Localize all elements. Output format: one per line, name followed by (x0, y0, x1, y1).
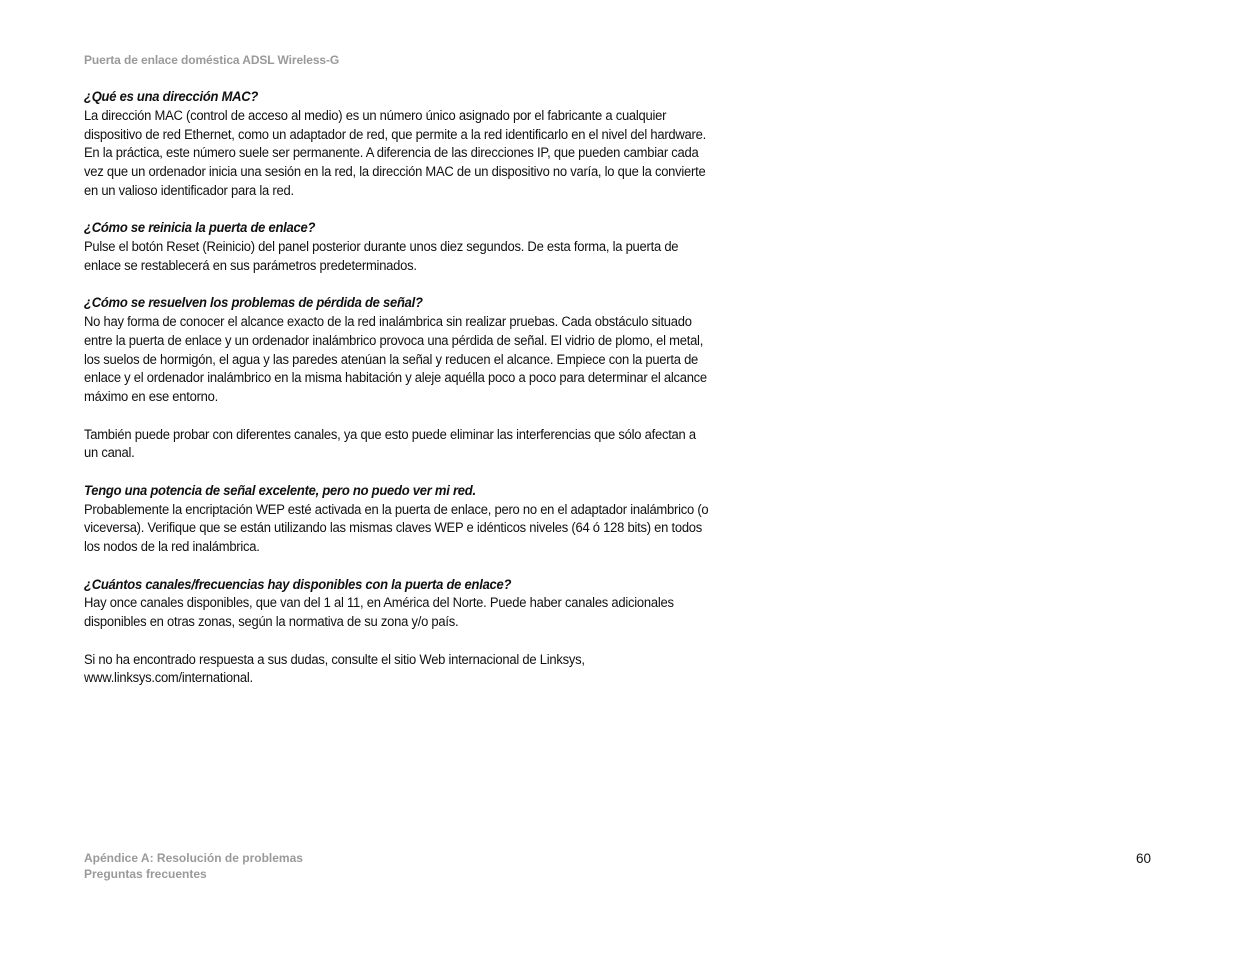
faq-question: ¿Cuántos canales/frecuencias hay disponibles con la puerta de enlace? (84, 576, 512, 592)
faq-section (84, 219, 744, 275)
faq-question: Tengo una potencia de señal excelente, pero no puedo ver mi red. (84, 482, 476, 498)
page-footer (84, 850, 303, 882)
faq-section (84, 88, 744, 201)
text-line: En la práctica, este número suele ser permanente. A diferencia de las direcciones IP, que pueden cambiar cada (84, 145, 699, 161)
text-line: los nodos de la red inalámbrica. (84, 539, 260, 554)
text-line: vez que un ordenador inicia una sesión en la red, la dirección MAC de un dispositivo no varía, lo que la convierte (84, 164, 706, 179)
faq-section (84, 482, 744, 557)
text-line: Hay once canales disponibles, que van del 1 al 11, en América del Norte. Puede haber canales adicionales (84, 595, 674, 611)
faq-answer (84, 594, 744, 632)
footer-section: Preguntas frecuentes (84, 867, 207, 881)
text-line: entre la puerta de enlace y un ordenador inalámbrico provoca una pérdida de señal. El vidrio de plomo, el metal, (84, 332, 704, 348)
faq-paragraph (84, 426, 744, 464)
text-line: máximo en ese entorno. (84, 389, 219, 404)
faq-question: ¿Qué es una dirección MAC? (84, 89, 259, 104)
faq-question: ¿Cómo se reinicia la puerta de enlace? (84, 220, 316, 236)
faq-answer (84, 238, 744, 276)
text-line: dispositivo de red Ethernet, como un adaptador de red, que permite a la red identificarlo en el nivel del hardware. (84, 126, 706, 142)
text-line: los suelos de hormigón, el agua y las paredes atenúan la señal y reducen el alcance. Empiece con la puerta de (84, 351, 699, 367)
text-line: viceversa). Verifique que se están utilizando las mismas claves WEP e idénticos niveles (64 ó 128 bits) en todos (84, 520, 703, 536)
faq-section (84, 576, 744, 632)
faq-section (84, 294, 744, 407)
body-paragraph (84, 426, 744, 464)
text-line: en un valioso identificador para la red. (84, 182, 294, 198)
footer-chapter: Apéndice A: Resolución de problemas (84, 851, 303, 865)
faq-question: ¿Cómo se resuelven los problemas de pérdida de señal? (84, 295, 423, 311)
body-paragraph (84, 651, 744, 689)
text-line: www.linksys.com/international. (84, 670, 253, 686)
document-body (84, 88, 744, 707)
text-line: Probablemente la encriptación WEP esté activada en la puerta de enlace, pero no en el adaptador inalámbrico (o (84, 501, 709, 517)
text-line: Si no ha encontrado respuesta a sus dudas, consulte el sitio Web internacional de Linksys, (84, 651, 585, 667)
page-header-title: Puerta de enlace doméstica ADSL Wireless-G (84, 53, 340, 67)
text-line: un canal. (84, 445, 135, 461)
text-line: La dirección MAC (control de acceso al medio) es un número único asignado por el fabricante a cualquier (84, 107, 667, 123)
faq-paragraph (84, 651, 744, 689)
text-line: disponibles en otras zonas, según la normativa de su zona y/o país. (84, 614, 459, 629)
text-line: No hay forma de conocer el alcance exacto de la red inalámbrica sin realizar pruebas. Cada obstáculo situado (84, 314, 692, 329)
text-line: enlace y el ordenador inalámbrico en la misma habitación y aleje aquélla poco a poco para determinar el alcance (84, 370, 707, 386)
faq-answer (84, 313, 744, 407)
text-line: enlace se restablecerá en sus parámetros predeterminados. (84, 257, 417, 273)
text-line: También puede probar con diferentes canales, ya que esto puede eliminar las interferencias que sólo afectan a (84, 426, 696, 442)
page-number: 60 (1136, 851, 1152, 866)
faq-answer (84, 501, 744, 557)
text-line: Pulse el botón Reset (Reinicio) del panel posterior durante unos diez segundos. De esta forma, la puerta de (84, 239, 679, 254)
faq-answer (84, 107, 744, 201)
